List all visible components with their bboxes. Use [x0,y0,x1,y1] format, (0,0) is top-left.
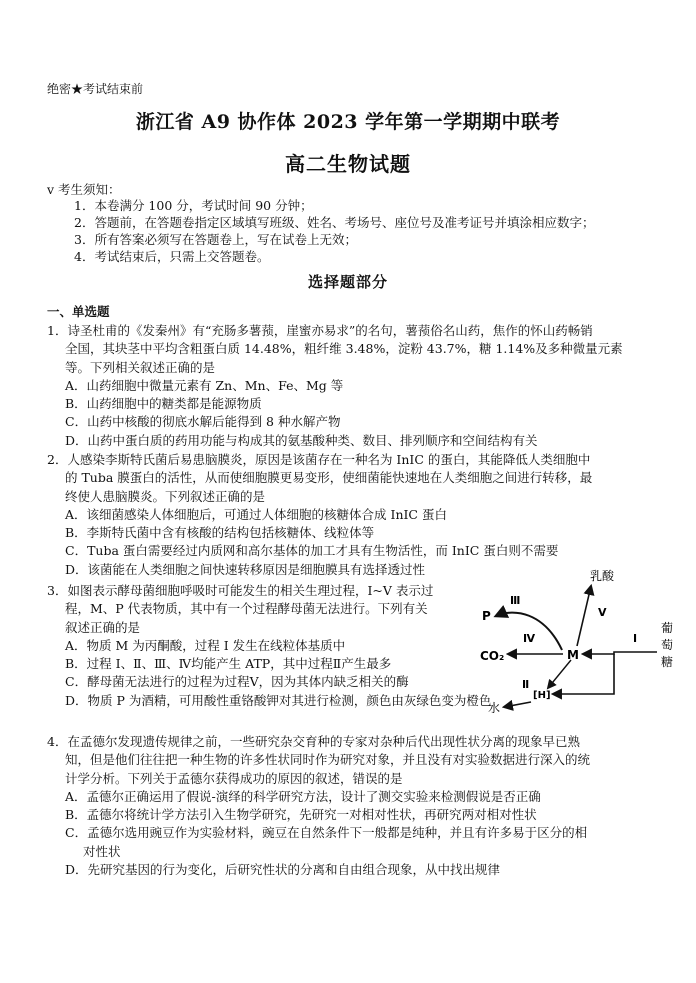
question-stem-line: 计学分析。下列关于孟德尔获得成功的原因的叙述，错误的是 [65,770,403,786]
option-a: A．山药细胞中微量元素有 Zn、Mn、Fe、Mg 等 [65,377,344,393]
question-1 [47,322,659,450]
option-b: B．过程 I、Ⅱ、Ⅲ、Ⅳ均能产生 ATP，其中过程Ⅱ产生最多 [65,656,392,672]
question-4 [47,733,659,879]
question-stem-line: 终使人患脑膜炎。下列叙述正确的是 [65,488,266,504]
water-label: 水 [488,701,501,715]
process-5-label: Ⅴ [598,606,607,619]
section-title: 一、单选题 [47,304,110,319]
option-c: C．酵母菌无法进行的过程为过程Ⅴ，因为其体内缺乏相关的酶 [65,674,409,690]
glucose-label-2: 萄 [661,638,674,652]
question-stem-line: 1．诗圣杜甫的《发秦州》有“充肠多薯蓣，崖蜜亦易求”的名句，薯蓣俗名山药，焦作的怀山药畅销 [47,323,593,338]
p-label: P [482,609,491,623]
exam-subtitle: 高二生物试题 [285,152,411,176]
co2-label: CO₂ [480,649,505,663]
process-1-label: Ⅰ [633,632,638,645]
option-b: B．孟德尔将统计学方法引入生物学研究，先研究一对相对性状，再研究两对相对性状 [65,807,537,823]
notice-heading: v 考生须知： [47,182,121,197]
question-stem-line: 全国，其块茎中平均含粗蛋白质 14.48%，粗纤维 3.48%，淀粉 43.7%，糖 1.14%及多种微量元素 [65,341,623,357]
process-2-label: Ⅱ [522,678,530,691]
notice-item: 1．本卷满分 100 分，考试时间 90 分钟； [74,198,313,213]
option-c-continued: 对性状 [83,843,121,859]
option-d: D．物质 P 为酒精，可用酸性重铬酸钾对其进行检测，颜色由灰绿色变为橙色 [65,692,492,708]
lactic-acid-label: 乳酸 [590,569,615,583]
option-d: D．该菌能在人类细胞之间快速转移原因是细胞膜具有选择透过性 [65,561,426,577]
question-stem-line: 的 Tuba 膜蛋白的活性，从而使细胞膜更易变形，使细菌能快速地在人类细胞之间进行转移，最 [65,470,593,486]
option-d: D．先研究基因的行为变化，后研究性状的分离和自由组合现象，从中找出规律 [65,862,501,878]
notice-list [74,197,684,265]
option-d: D．山药中蛋白质的药用功能与构成其的氨基酸种类、数目、排列顺序和空间结构有关 [65,432,538,448]
h-label: [H] [533,690,551,701]
process-3-label: Ⅲ [510,594,521,607]
option-a: A．该细菌感染人体细胞后，可通过人体细胞的核糖体合成 InIC 蛋白 [65,506,447,522]
respiration-diagram [474,560,674,725]
notice-item: 4．考试结束后，只需上交答题卷。 [74,249,270,264]
arrow-h-to-water [504,702,531,707]
option-a: A．孟德尔正确运用了假说-演绎的科学研究方法，设计了测交实验来检测假说是否正确 [65,788,541,804]
arrow-m-to-h [548,660,571,688]
confidential-mark: 绝密★考试结束前 [47,82,144,96]
question-stem-line: 2．人感染李斯特氏菌后易患脑膜炎，原因是该菌存在一种名为 InIC 的蛋白，其能降低人类细胞中 [47,452,591,467]
question-stem-line: 等。下列相关叙述正确的是 [65,359,216,375]
option-a: A．物质 M 为丙酮酸，过程 I 发生在线粒体基质中 [65,637,346,653]
question-stem-line: 程，M、P 代表物质，其中有一个过程酵母菌无法进行。下列有关 [65,601,428,617]
notice-item: 3．所有答案必须写在答题卷上，写在试卷上无效； [74,232,357,247]
arrow-glucose-to-m [583,652,657,654]
option-c: C．山药中核酸的彻底水解后能得到 8 种水解产物 [65,414,341,430]
process-4-label: Ⅳ [523,632,536,645]
arrow-m-to-lactic [577,586,591,646]
option-b: B．山药细胞中的糖类都是能源物质 [65,396,262,412]
option-c: C．Tuba 蛋白需要经过内质网和高尔基体的加工才具有生物活性，而 InIC 蛋白则不需要 [65,543,559,559]
exam-title: 浙江省 A9 协作体 2023 学年第一学期期中联考 [135,111,561,133]
question-stem-line: 知，但是他们往往把一种生物的许多性状同时作为研究对象，并且没有对实验数据进行深入的统 [65,752,591,768]
arrow-glucose-to-h [553,654,614,694]
question-stem-line: 4．在孟德尔发现遗传规律之前，一些研究杂交育种的专家对杂种后代出现性状分离的现象早已熟 [47,734,580,749]
notice-item: 2．答题前，在答题卷指定区域填写班级、姓名、考场号、座位号及准考证号并填涂相应数字； [74,215,595,230]
glucose-label-3: 糖 [661,655,674,669]
option-b: B．李斯特氏菌中含有核酸的结构包括核糖体、线粒体等 [65,525,375,541]
part-title: 选择题部分 [307,273,388,291]
question-stem-line: 3．如图表示酵母菌细胞呼吸时可能发生的相关生理过程，I~V 表示过 [47,583,434,598]
m-label: M [567,648,579,662]
question-stem-line: 叙述正确的是 [65,619,141,635]
option-c: C．孟德尔选用豌豆作为实验材料，豌豆在自然条件下一般都是纯种，并且有许多易于区分的相 [65,825,588,841]
glucose-label-1: 葡 [661,621,674,635]
